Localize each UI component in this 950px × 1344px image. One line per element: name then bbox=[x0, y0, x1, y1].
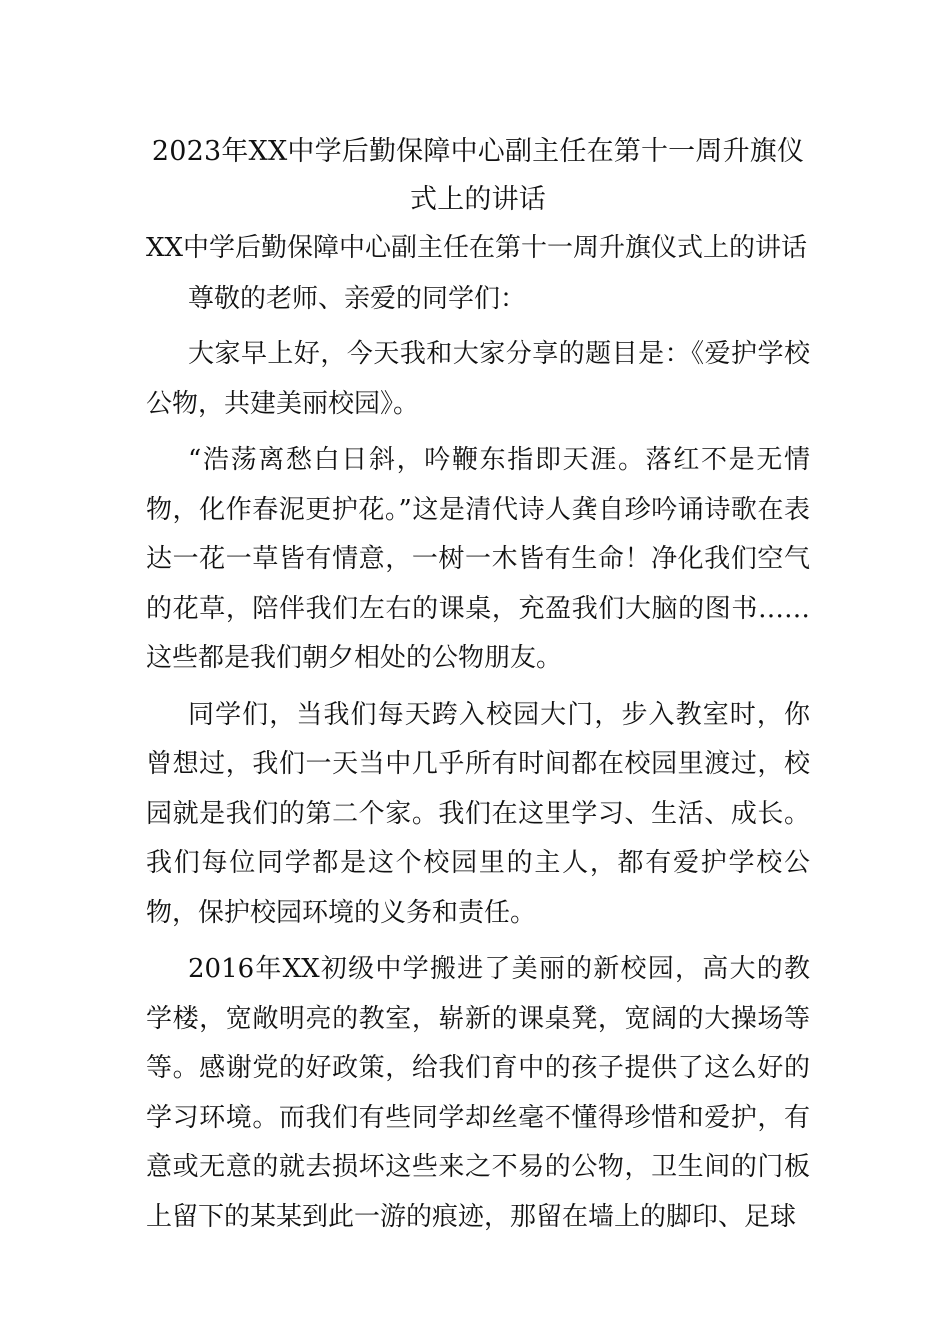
document-page bbox=[146, 128, 810, 1242]
document-title: 2023年XX中学后勤保障中心副主任在第十一周升旗仪式上的讲话 bbox=[151, 136, 805, 215]
paragraph: “浩荡离愁白日斜，吟鞭东指即天涯。落红不是无情物，化作春泥更护花。”这是清代诗人龚自珍吟诵诗歌在表达一花一草皆有情意，一树一木皆有生命！净化我们空气的花草，陪伴我们左右的课桌，充盈我们大脑的图书……这些都是我们朝夕相处的公物朋友。 bbox=[146, 445, 810, 673]
paragraph: 2016年XX初级中学搬进了美丽的新校园，高大的教学楼，宽敞明亮的教室，崭新的课桌凳，宽阔的大操场等等。感谢党的好政策，给我们育中的孩子提供了这么好的学习环境。而我们有些同学却丝毫不懂得珍惜和爱护，有意或无意的就去损坏这些来之不易的公物，卫生间的门板上留下的某某到此一游的痕迹，那留在墙上的脚印、足球 bbox=[146, 954, 810, 1232]
paragraph: 大家早上好，今天我和大家分享的题目是：《爱护学校公物，共建美丽校园》。 bbox=[146, 339, 810, 419]
paragraph: 同学们，当我们每天跨入校园大门，步入教室时，你曾想过，我们一天当中几乎所有时间都在校园里渡过，校园就是我们的第二个家。我们在这里学习、生活、成长。我们每位同学都是这个校园里的主人，都有爱护学校公物，保护校园环境的义务和责任。 bbox=[146, 699, 810, 928]
greeting: 尊敬的老师、亲爱的同学们： bbox=[188, 284, 527, 314]
document-subtitle: XX中学后勤保障中心副主任在第十一周升旗仪式上的讲话 bbox=[146, 233, 808, 263]
